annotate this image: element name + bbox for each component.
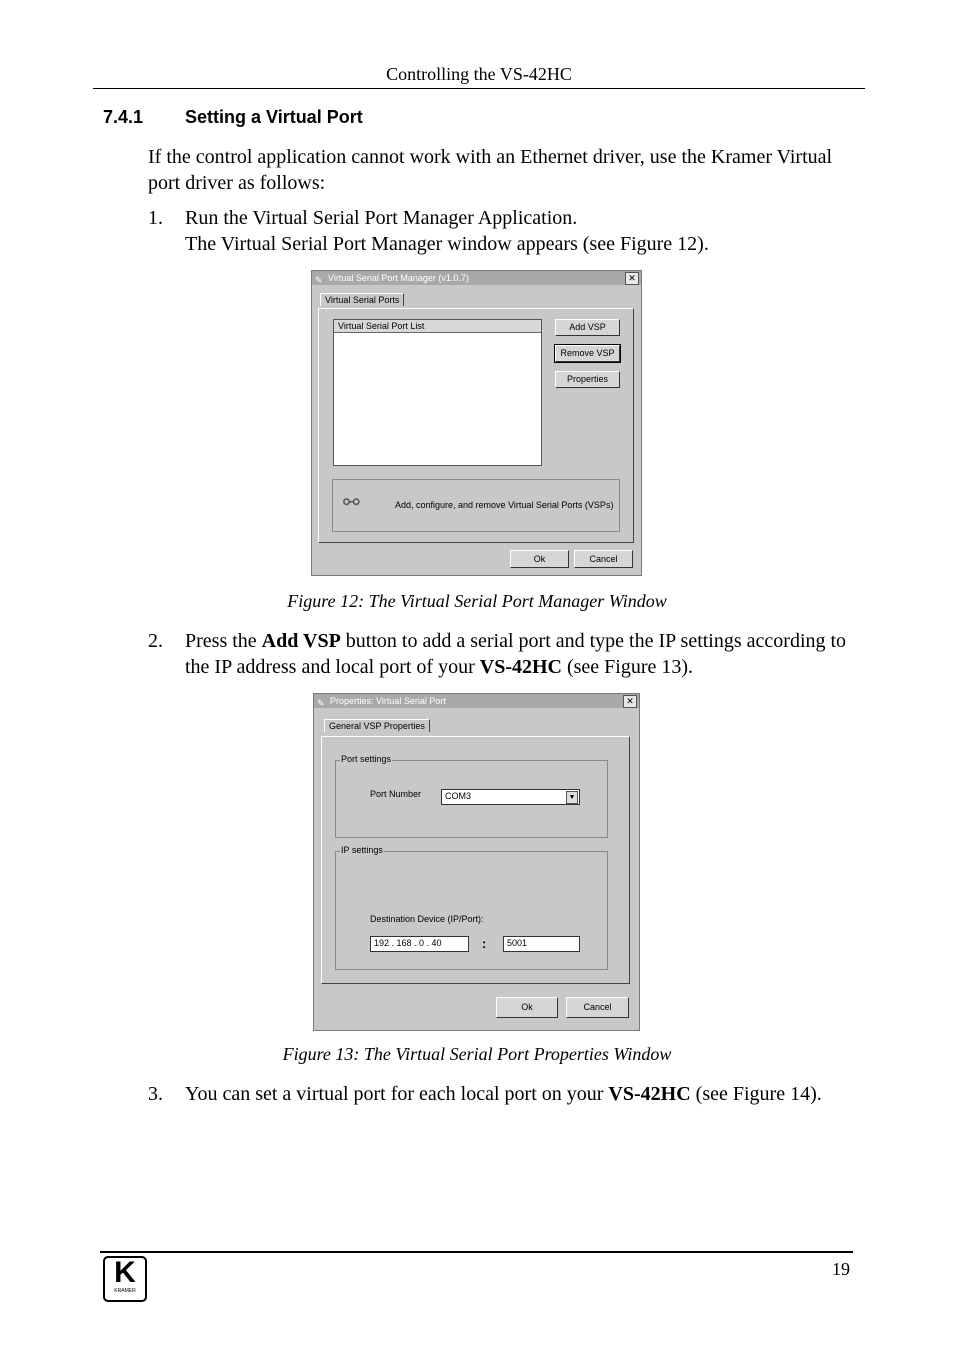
port-number-value: COM3 <box>445 791 472 801</box>
vsp-properties-window <box>313 693 640 1031</box>
port-number-label: Port Number <box>370 789 422 799</box>
ip-settings-group <box>335 845 608 970</box>
tab-virtual-serial-ports[interactable]: Virtual Serial Ports <box>320 293 404 306</box>
cancel-button[interactable]: Cancel <box>574 550 633 568</box>
app-icon: ✎ <box>317 698 325 708</box>
window-title: Virtual Serial Port Manager (v1.0.7) <box>328 273 469 283</box>
port-settings-group <box>335 754 608 838</box>
running-head: Controlling the VS-42HC <box>93 64 865 89</box>
close-icon[interactable]: ✕ <box>625 272 639 285</box>
vsp-listbox[interactable] <box>333 319 542 466</box>
figure-12-caption: Figure 12: The Virtual Serial Port Manager Window <box>287 591 667 611</box>
cancel-button[interactable]: Cancel <box>566 997 629 1018</box>
page-number: 19 <box>832 1259 850 1279</box>
bold-run: Add VSP <box>261 630 341 652</box>
step-number: 2. <box>148 630 163 652</box>
ip-address-field[interactable]: 192 . 168 . 0 . 40 <box>370 936 469 952</box>
logo-word: KRAMER <box>114 1288 136 1294</box>
step-2 <box>148 628 848 680</box>
step-2-text <box>185 628 848 680</box>
step-3-text <box>185 1081 848 1107</box>
port-settings-label: Port settings <box>341 754 392 764</box>
info-text: Add, configure, and remove Virtual Serial Ports (VSPs) <box>395 500 614 510</box>
window-titlebar <box>314 694 639 708</box>
close-icon[interactable]: ✕ <box>623 695 637 708</box>
logo-letter: K <box>114 1256 136 1289</box>
app-icon: ✎ <box>315 275 323 285</box>
list-column-header[interactable]: Virtual Serial Port List <box>334 320 541 333</box>
step-number: 1. <box>148 207 163 229</box>
text-run: Press the <box>185 630 262 652</box>
port-number-dropdown[interactable] <box>441 789 580 805</box>
text-run: You can set a virtual port for each local port on your <box>185 1083 609 1105</box>
info-box <box>332 479 620 532</box>
step-1 <box>148 205 848 257</box>
ip-port-separator: : <box>482 936 487 951</box>
text-run: (see Figure 13). <box>561 656 694 678</box>
footer-rule <box>100 1251 853 1253</box>
ip-settings-label: IP settings <box>341 845 383 855</box>
step-3 <box>148 1081 848 1107</box>
step-number: 3. <box>148 1083 163 1105</box>
bold-run: VS-42HC <box>479 656 562 678</box>
text-run: button to add a serial port and type the IP settings according to the IP address and local port of your <box>185 630 847 678</box>
text-run: (see Figure 14). <box>690 1083 822 1105</box>
remove-vsp-button[interactable]: Remove VSP <box>555 345 620 362</box>
intro-paragraph: If the control application cannot work with an Ethernet driver, use the Kramer Virtual port driver as follows: <box>148 146 833 194</box>
kramer-logo <box>103 1256 147 1302</box>
window-title: Properties: Virtual Serial Port <box>330 696 446 706</box>
figure-13-caption: Figure 13: The Virtual Serial Port Properties Window <box>282 1044 672 1064</box>
destination-label: Destination Device (IP/Port): <box>370 914 484 924</box>
bold-run: VS-42HC <box>608 1083 691 1105</box>
properties-button[interactable]: Properties <box>555 371 620 388</box>
serial-plug-icon: ⚯ <box>343 492 360 514</box>
tab-general-vsp-properties[interactable]: General VSP Properties <box>324 719 430 732</box>
ok-button[interactable]: Ok <box>496 997 558 1018</box>
chevron-down-icon[interactable]: ▼ <box>566 791 578 804</box>
ok-button[interactable]: Ok <box>510 550 569 568</box>
port-field[interactable]: 5001 <box>503 936 580 952</box>
window-titlebar <box>312 271 641 285</box>
step-1-line-b: The Virtual Serial Port Manager window appears (see Figure 12). <box>185 233 709 255</box>
add-vsp-button[interactable]: Add VSP <box>555 319 620 336</box>
section-number: 7.4.1 <box>103 107 144 127</box>
vsp-manager-window <box>311 270 642 576</box>
section-heading <box>103 107 363 128</box>
step-1-line-a: Run the Virtual Serial Port Manager Application. <box>185 207 578 229</box>
section-title: Setting a Virtual Port <box>185 107 363 127</box>
